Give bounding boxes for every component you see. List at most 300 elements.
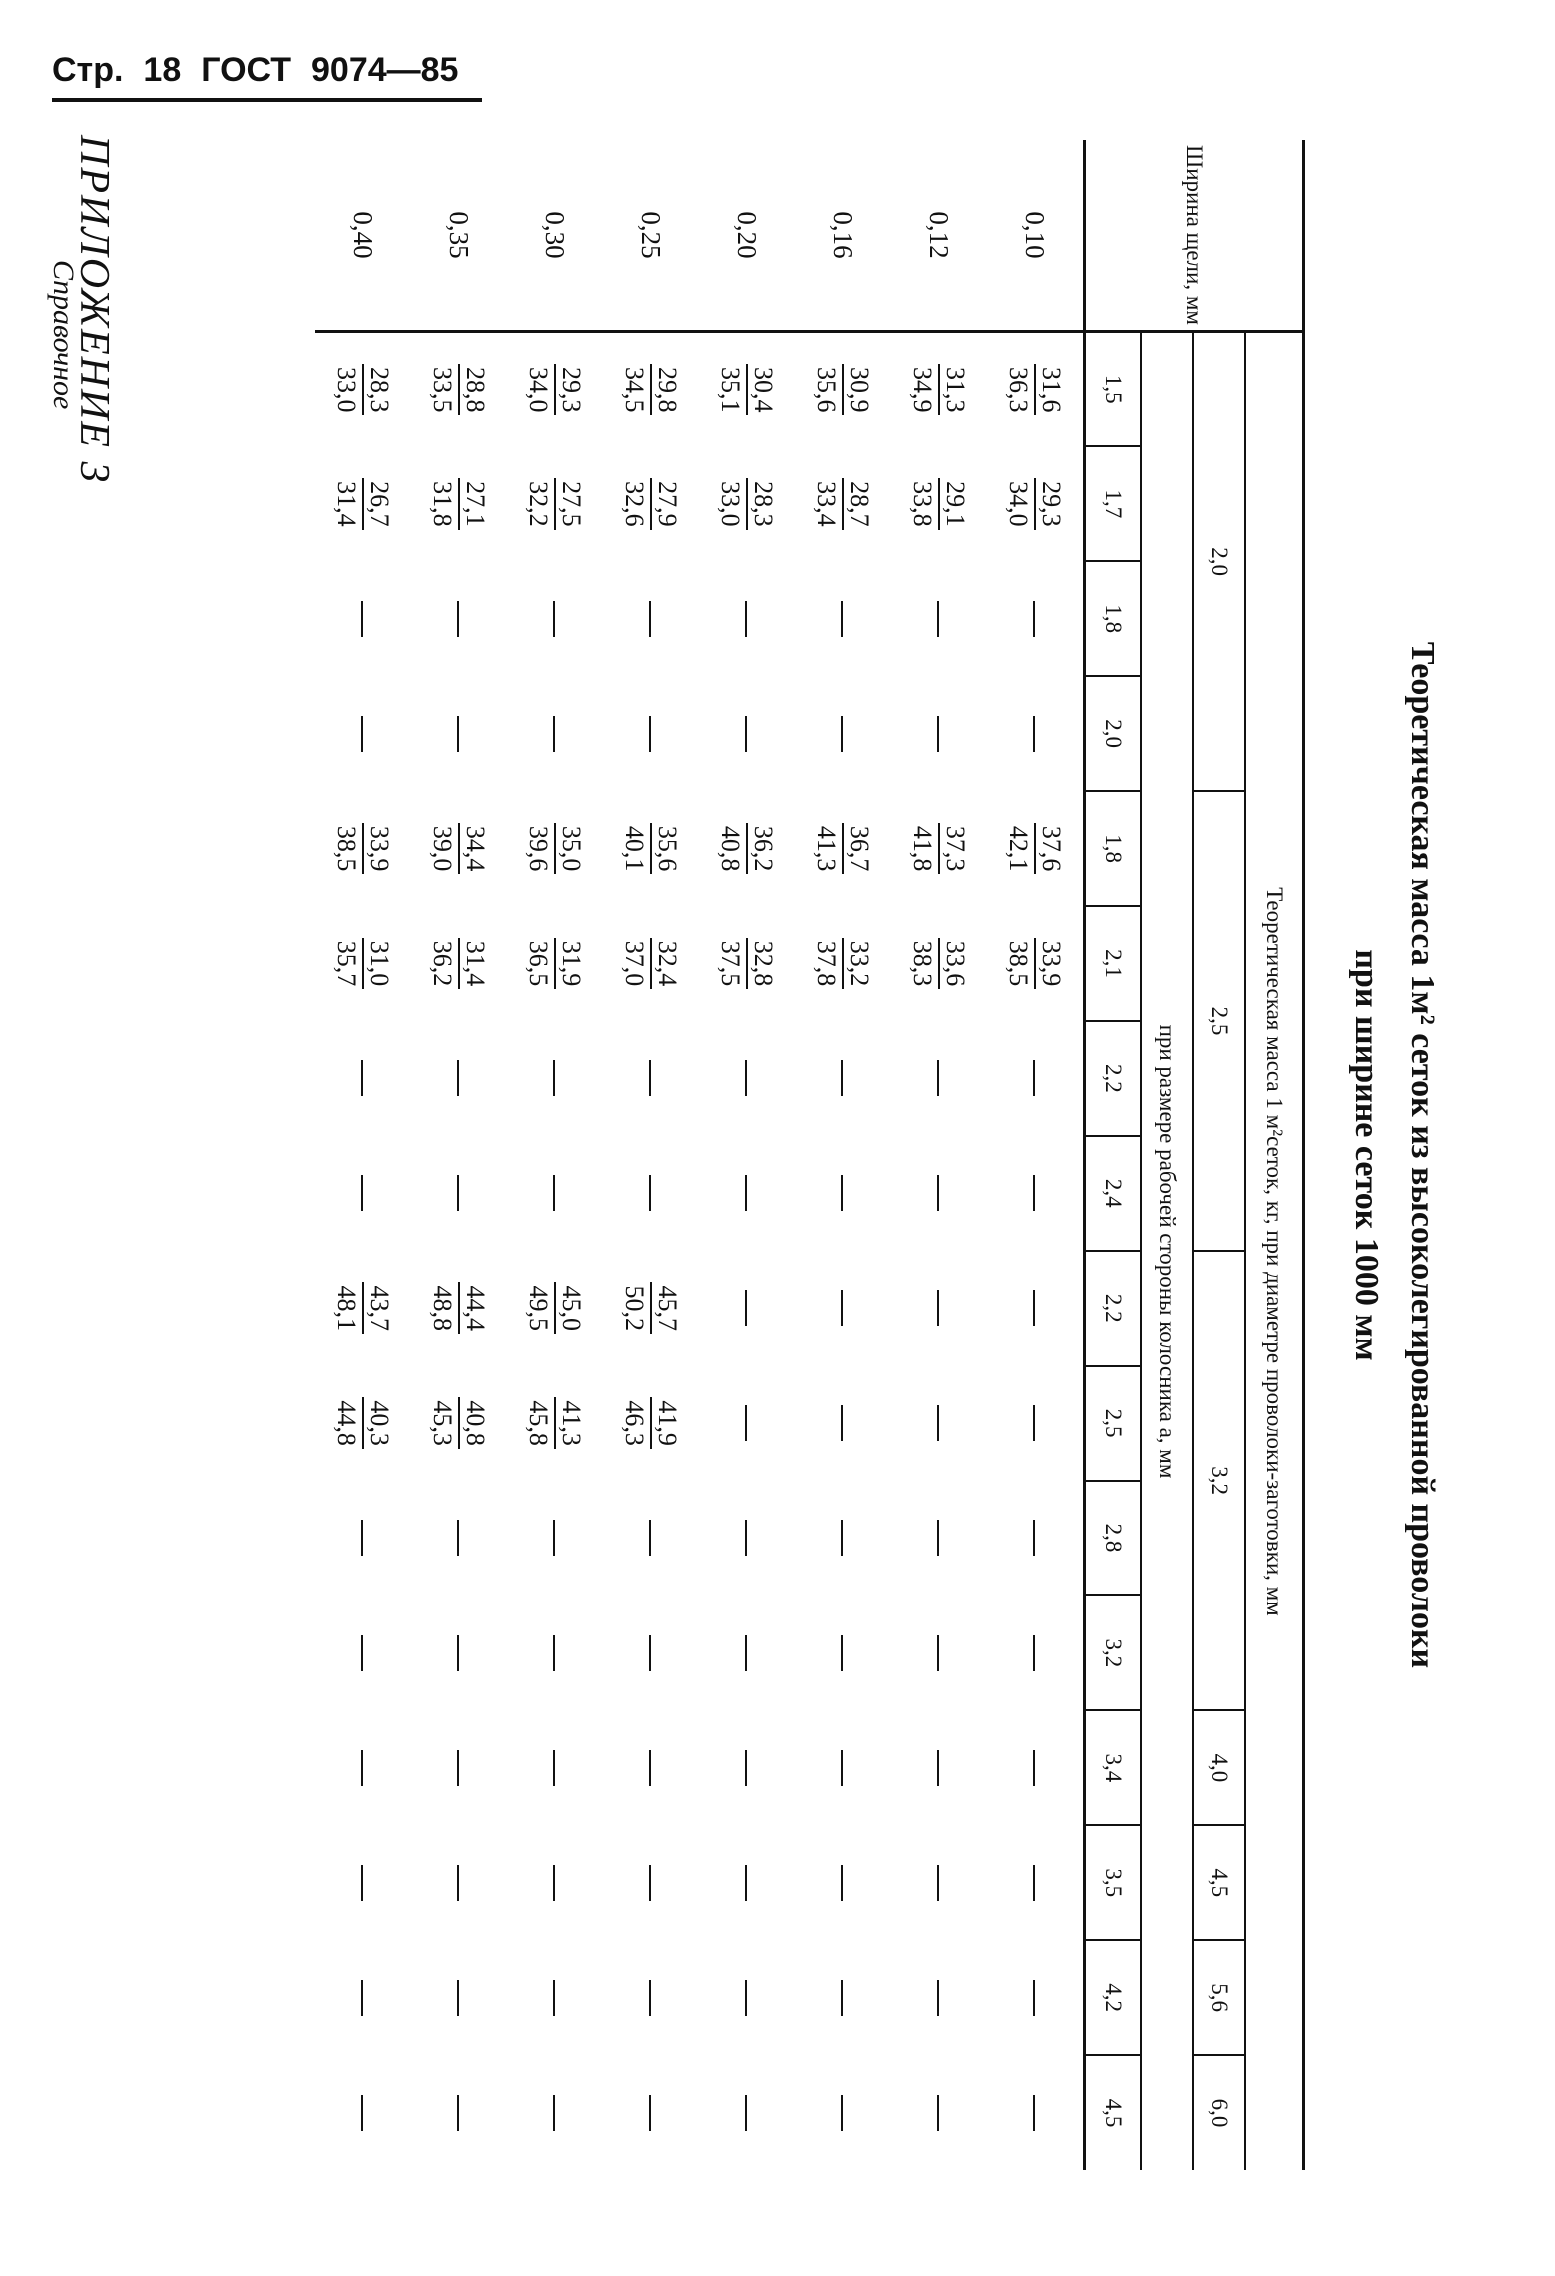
empty-cell: [891, 1021, 987, 1136]
dash-mark: [649, 716, 651, 752]
dash-mark: [649, 1865, 651, 1901]
standard-prefix: ГОСТ: [201, 51, 291, 89]
mass-value-bottom: 36,2: [427, 938, 460, 990]
empty-cell: [507, 1481, 603, 1596]
dash-mark: [457, 1635, 459, 1671]
appendix-title: ПРИЛОЖЕНИЕ 3: [71, 135, 117, 485]
empty-cell: [891, 1481, 987, 1596]
dash-mark: [841, 601, 843, 637]
empty-cell: [891, 1825, 987, 1940]
dash-mark: [1033, 1635, 1035, 1671]
empty-cell: [987, 1366, 1085, 1481]
dash-mark: [841, 1635, 843, 1671]
mass-fraction: [1003, 478, 1067, 530]
mass-value-top: 32,4: [653, 940, 682, 987]
empty-cell: [699, 1251, 795, 1366]
size-header: 1,5: [1101, 374, 1126, 404]
dash-mark: [553, 2095, 555, 2131]
dash-mark: [745, 1750, 747, 1786]
dash-mark: [745, 2095, 747, 2131]
mass-value-bottom: 31,8: [427, 478, 460, 530]
mass-fraction: [715, 823, 779, 875]
stub-header: Ширина щели, мм: [1085, 140, 1304, 332]
empty-cell: [411, 676, 507, 791]
size-header: 3,4: [1085, 1710, 1142, 1825]
dash-mark: [745, 1980, 747, 2016]
mass-cell: [699, 446, 795, 561]
mass-value-top: 31,3: [941, 366, 970, 413]
size-header: 1,7: [1085, 446, 1142, 561]
dash-mark: [649, 1635, 651, 1671]
diameter-header: 2,5: [1193, 791, 1245, 1251]
empty-cell: [699, 1940, 795, 2055]
dash-mark: [649, 1980, 651, 2016]
mass-value-top: 35,0: [557, 825, 586, 872]
dash-mark: [937, 1175, 939, 1211]
mass-value-top: 26,7: [365, 481, 394, 527]
empty-cell: [699, 1481, 795, 1596]
mass-cell: [507, 446, 603, 561]
mass-value-bottom: 34,9: [907, 364, 940, 416]
dash-mark: [649, 2095, 651, 2131]
empty-cell: [411, 1710, 507, 1825]
mass-fraction: [523, 823, 587, 875]
mass-cell: [795, 332, 891, 447]
header-row-side: [1141, 140, 1193, 2170]
mass-fraction: [907, 364, 971, 416]
dash-mark: [1033, 716, 1035, 752]
slot-width-cell: 0,12: [891, 140, 987, 332]
dash-mark: [937, 1980, 939, 2016]
table-row: [315, 140, 411, 2170]
mass-value-top: 33,9: [365, 825, 394, 872]
mass-fraction: [619, 938, 683, 990]
empty-cell: [603, 1136, 699, 1251]
mass-cell: [411, 1366, 507, 1481]
page-header: [52, 28, 482, 102]
dash-mark: [745, 1520, 747, 1556]
dash-mark: [1033, 1750, 1035, 1786]
empty-cell: [315, 676, 411, 791]
slot-width-cell: 0,16: [795, 140, 891, 332]
mass-fraction: [427, 823, 491, 875]
mass-value-top: 33,9: [1037, 940, 1066, 987]
mass-cell: [507, 906, 603, 1021]
dash-mark: [937, 1750, 939, 1786]
empty-cell: [507, 1595, 603, 1710]
dash-mark: [361, 716, 363, 752]
dash-mark: [553, 1865, 555, 1901]
empty-cell: [603, 1710, 699, 1825]
dash-mark: [457, 601, 459, 637]
empty-cell: [315, 1481, 411, 1596]
table-row: [795, 140, 891, 2170]
dash-mark: [937, 1060, 939, 1096]
mass-cell: [987, 332, 1085, 447]
mass-value-top: 37,6: [1037, 825, 1066, 872]
size-header: 2,0: [1085, 676, 1142, 791]
mass-value-bottom: 34,0: [523, 364, 556, 416]
empty-cell: [795, 1366, 891, 1481]
mass-fraction: [427, 478, 491, 530]
empty-cell: [603, 676, 699, 791]
dash-mark: [457, 2095, 459, 2131]
diameter-header: 5,6: [1193, 1940, 1245, 2055]
mass-value-top: 28,3: [749, 481, 778, 527]
mass-cell: [603, 791, 699, 906]
empty-cell: [699, 1021, 795, 1136]
mass-value-bottom: 33,5: [427, 364, 460, 416]
rotated-content: [310, 140, 1450, 2170]
dash-mark: [841, 1290, 843, 1326]
dash-mark: [361, 1060, 363, 1096]
mass-table: [315, 140, 1305, 2170]
empty-cell: [315, 1710, 411, 1825]
empty-cell: [699, 676, 795, 791]
mass-value-top: 44,4: [461, 1285, 490, 1331]
empty-cell: [315, 1136, 411, 1251]
dash-mark: [649, 601, 651, 637]
mass-fraction: [331, 1282, 395, 1334]
dash-mark: [841, 2095, 843, 2131]
diameter-header: 6,0: [1193, 2055, 1245, 2170]
empty-cell: [987, 1825, 1085, 1940]
mass-fraction: [619, 1397, 683, 1449]
dash-mark: [745, 601, 747, 637]
dash-mark: [361, 601, 363, 637]
dash-mark: [457, 1980, 459, 2016]
mass-value-bottom: 48,8: [427, 1282, 460, 1334]
dash-mark: [1033, 1060, 1035, 1096]
mass-cell: [411, 906, 507, 1021]
empty-cell: [411, 1595, 507, 1710]
mass-value-bottom: 46,3: [619, 1397, 652, 1449]
mass-value-bottom: 36,5: [523, 938, 556, 990]
mass-fraction: [715, 364, 779, 416]
dash-mark: [361, 1175, 363, 1211]
mass-cell: [795, 791, 891, 906]
header-row-mass: [1245, 140, 1304, 2170]
size-header: 2,1: [1085, 906, 1142, 1021]
dash-mark: [745, 1635, 747, 1671]
empty-cell: [411, 1481, 507, 1596]
mass-value-bottom: 35,6: [811, 364, 844, 416]
mass-fraction: [331, 823, 395, 875]
mass-value-bottom: 36,3: [1003, 364, 1036, 416]
empty-cell: [699, 1595, 795, 1710]
dash-mark: [745, 1290, 747, 1326]
dash-mark: [841, 1865, 843, 1901]
empty-cell: [315, 2055, 411, 2170]
mass-fraction: [907, 823, 971, 875]
mass-value-top: 27,5: [557, 481, 586, 527]
empty-cell: [315, 561, 411, 676]
dash-mark: [745, 1865, 747, 1901]
mass-fraction: [427, 364, 491, 416]
mass-cell: [699, 332, 795, 447]
mass-cell: [891, 332, 987, 447]
mass-value-bottom: 48,1: [331, 1282, 364, 1334]
mass-cell: [891, 791, 987, 906]
mass-value-bottom: 50,2: [619, 1282, 652, 1334]
empty-cell: [987, 676, 1085, 791]
table-body: [315, 140, 1085, 2170]
empty-cell: [987, 1481, 1085, 1596]
empty-cell: [603, 561, 699, 676]
caption-line-1: Теоретическая масса 1м² сеток из высоколегированной проволоки: [1404, 641, 1441, 1669]
empty-cell: [891, 1136, 987, 1251]
mass-cell: [315, 446, 411, 561]
mass-value-top: 32,8: [749, 940, 778, 987]
mass-fraction: [811, 364, 875, 416]
dash-mark: [937, 601, 939, 637]
empty-cell: [603, 1825, 699, 1940]
mass-cell: [507, 1366, 603, 1481]
table-row: [891, 140, 987, 2170]
dash-mark: [361, 1635, 363, 1671]
dash-mark: [361, 1980, 363, 2016]
dash-mark: [361, 1865, 363, 1901]
mass-value-bottom: 38,5: [1003, 938, 1036, 990]
mass-value-top: 40,3: [365, 1400, 394, 1446]
empty-cell: [315, 1021, 411, 1136]
dash-mark: [745, 1175, 747, 1211]
mass-value-top: 33,2: [845, 940, 874, 987]
size-header: 3,5: [1085, 1825, 1142, 1940]
mass-cell: [315, 906, 411, 1021]
mass-value-top: 31,9: [557, 940, 586, 987]
dash-mark: [937, 1635, 939, 1671]
dash-mark: [361, 2095, 363, 2131]
appendix-subtitle: Справочное: [47, 260, 80, 410]
mass-cell: [411, 791, 507, 906]
dash-mark: [841, 1750, 843, 1786]
mass-value-top: 45,0: [557, 1285, 586, 1331]
dash-mark: [457, 716, 459, 752]
empty-cell: [891, 1940, 987, 2055]
table-row: [699, 140, 795, 2170]
mass-value-bottom: 37,5: [715, 938, 748, 990]
mass-fraction: [619, 478, 683, 530]
diameter-header: 4,5: [1193, 1825, 1245, 1940]
mass-value-top: 28,3: [365, 366, 394, 413]
mass-fraction: [427, 938, 491, 990]
mass-value-bottom: 41,3: [811, 823, 844, 875]
header-side: при размере рабочей стороны колосника a, мм: [1141, 332, 1193, 2171]
dash-mark: [457, 1060, 459, 1096]
diameter-header: 2,0: [1207, 547, 1232, 576]
mass-value-bottom: 33,4: [811, 478, 844, 530]
mass-fraction: [811, 938, 875, 990]
mass-fraction: [907, 938, 971, 990]
mass-value-bottom: 32,6: [619, 478, 652, 530]
mass-value-top: 45,7: [653, 1285, 682, 1331]
mass-fraction: [523, 1397, 587, 1449]
dash-mark: [1033, 1290, 1035, 1326]
mass-fraction: [331, 478, 395, 530]
empty-cell: [987, 1710, 1085, 1825]
mass-fraction: [331, 938, 395, 990]
mass-value-bottom: 35,1: [715, 364, 748, 416]
dash-mark: [1033, 1175, 1035, 1211]
mass-fraction: [811, 823, 875, 875]
mass-value-top: 31,4: [461, 940, 490, 987]
dash-mark: [553, 1750, 555, 1786]
empty-cell: [603, 2055, 699, 2170]
mass-value-bottom: 45,8: [523, 1397, 556, 1449]
size-header: 2,4: [1085, 1136, 1142, 1251]
diameter-header: 3,2: [1193, 1251, 1245, 1711]
mass-value-bottom: 44,8: [331, 1397, 364, 1449]
table-caption: [1310, 140, 1450, 2170]
empty-cell: [699, 1825, 795, 1940]
size-header: 4,2: [1085, 1940, 1142, 2055]
size-header: 4,5: [1085, 2055, 1142, 2170]
empty-cell: [603, 1940, 699, 2055]
dash-mark: [649, 1175, 651, 1211]
table-row: [507, 140, 603, 2170]
mass-cell: [987, 446, 1085, 561]
table-row: [411, 140, 507, 2170]
dash-mark: [553, 1635, 555, 1671]
mass-value-bottom: 38,3: [907, 938, 940, 990]
dash-mark: [937, 716, 939, 752]
mass-cell: [411, 1251, 507, 1366]
table-row: [603, 140, 699, 2170]
mass-value-bottom: 35,7: [331, 938, 364, 990]
dash-mark: [841, 1060, 843, 1096]
header-mass: Теоретическая масса 1 м²сеток, кг, при диаметре проволоки-заготовки, мм: [1245, 332, 1304, 2171]
empty-cell: [507, 561, 603, 676]
empty-cell: [891, 1366, 987, 1481]
mass-value-bottom: 33,0: [331, 364, 364, 416]
dash-mark: [1033, 1980, 1035, 2016]
mass-value-top: 30,4: [749, 366, 778, 413]
size-header: 2,2: [1085, 1021, 1142, 1136]
mass-value-top: 40,8: [461, 1400, 490, 1446]
empty-cell: [411, 2055, 507, 2170]
dash-mark: [841, 1175, 843, 1211]
dash-mark: [937, 1520, 939, 1556]
empty-cell: [411, 1021, 507, 1136]
mass-cell: [411, 332, 507, 447]
dash-mark: [553, 716, 555, 752]
size-header: 1,8: [1085, 561, 1142, 676]
empty-cell: [987, 1595, 1085, 1710]
slot-width-cell: 0,35: [411, 140, 507, 332]
caption-line-2: при ширине сеток 1000 мм: [1348, 949, 1385, 1361]
dash-mark: [1033, 2095, 1035, 2131]
mass-cell: [891, 446, 987, 561]
dash-mark: [649, 1060, 651, 1096]
empty-cell: [795, 1021, 891, 1136]
mass-value-top: 43,7: [365, 1285, 394, 1331]
dash-mark: [937, 1865, 939, 1901]
mass-value-top: 30,9: [845, 366, 874, 413]
empty-cell: [795, 1136, 891, 1251]
mass-fraction: [619, 823, 683, 875]
page-label: Стр.: [52, 51, 124, 89]
empty-cell: [411, 1825, 507, 1940]
dash-mark: [1033, 601, 1035, 637]
mass-cell: [891, 906, 987, 1021]
mass-value-top: 31,6: [1037, 366, 1066, 413]
mass-cell: [507, 791, 603, 906]
table-row: [987, 140, 1085, 2170]
mass-cell: [603, 446, 699, 561]
mass-cell: [411, 446, 507, 561]
mass-value-top: 36,7: [845, 825, 874, 872]
dash-mark: [553, 1175, 555, 1211]
mass-value-top: 29,3: [1037, 481, 1066, 527]
mass-cell: [315, 1366, 411, 1481]
dash-mark: [553, 1520, 555, 1556]
mass-value-top: 41,3: [557, 1400, 586, 1446]
mass-value-top: 27,1: [461, 481, 490, 527]
mass-fraction: [619, 1282, 683, 1334]
mass-fraction: [907, 478, 971, 530]
empty-cell: [891, 1710, 987, 1825]
dash-mark: [649, 1750, 651, 1786]
mass-value-bottom: 37,0: [619, 938, 652, 990]
mass-value-bottom: 49,5: [523, 1282, 556, 1334]
mass-fraction: [715, 478, 779, 530]
dash-mark: [841, 1405, 843, 1441]
mass-cell: [507, 332, 603, 447]
empty-cell: [987, 1136, 1085, 1251]
mass-value-bottom: 31,4: [331, 478, 364, 530]
dash-mark: [649, 1520, 651, 1556]
empty-cell: [987, 1940, 1085, 2055]
mass-cell: [603, 1251, 699, 1366]
mass-cell: [699, 906, 795, 1021]
mass-value-bottom: 33,0: [715, 478, 748, 530]
mass-value-bottom: 34,0: [1003, 478, 1036, 530]
empty-cell: [507, 1710, 603, 1825]
empty-cell: [507, 1825, 603, 1940]
empty-cell: [603, 1021, 699, 1136]
mass-value-top: 41,9: [653, 1400, 682, 1446]
mass-fraction: [523, 478, 587, 530]
dash-mark: [361, 1520, 363, 1556]
dash-mark: [937, 1290, 939, 1326]
empty-cell: [603, 1595, 699, 1710]
mass-cell: [603, 1366, 699, 1481]
mass-cell: [315, 791, 411, 906]
empty-cell: [987, 2055, 1085, 2170]
empty-cell: [603, 1481, 699, 1596]
dash-mark: [457, 1520, 459, 1556]
mass-value-bottom: 38,5: [331, 823, 364, 875]
empty-cell: [315, 1940, 411, 2055]
dash-mark: [457, 1175, 459, 1211]
mass-value-bottom: 40,8: [715, 823, 748, 875]
dash-mark: [841, 1520, 843, 1556]
empty-cell: [411, 561, 507, 676]
dash-mark: [457, 1865, 459, 1901]
mass-fraction: [523, 1282, 587, 1334]
mass-fraction: [523, 364, 587, 416]
empty-cell: [699, 561, 795, 676]
mass-value-top: 29,8: [653, 366, 682, 413]
size-header: 2,8: [1085, 1481, 1142, 1596]
mass-fraction: [331, 364, 395, 416]
size-header: 3,2: [1085, 1595, 1142, 1710]
dash-mark: [937, 2095, 939, 2131]
empty-cell: [315, 1825, 411, 1940]
dash-mark: [553, 1980, 555, 2016]
mass-fraction: [619, 364, 683, 416]
